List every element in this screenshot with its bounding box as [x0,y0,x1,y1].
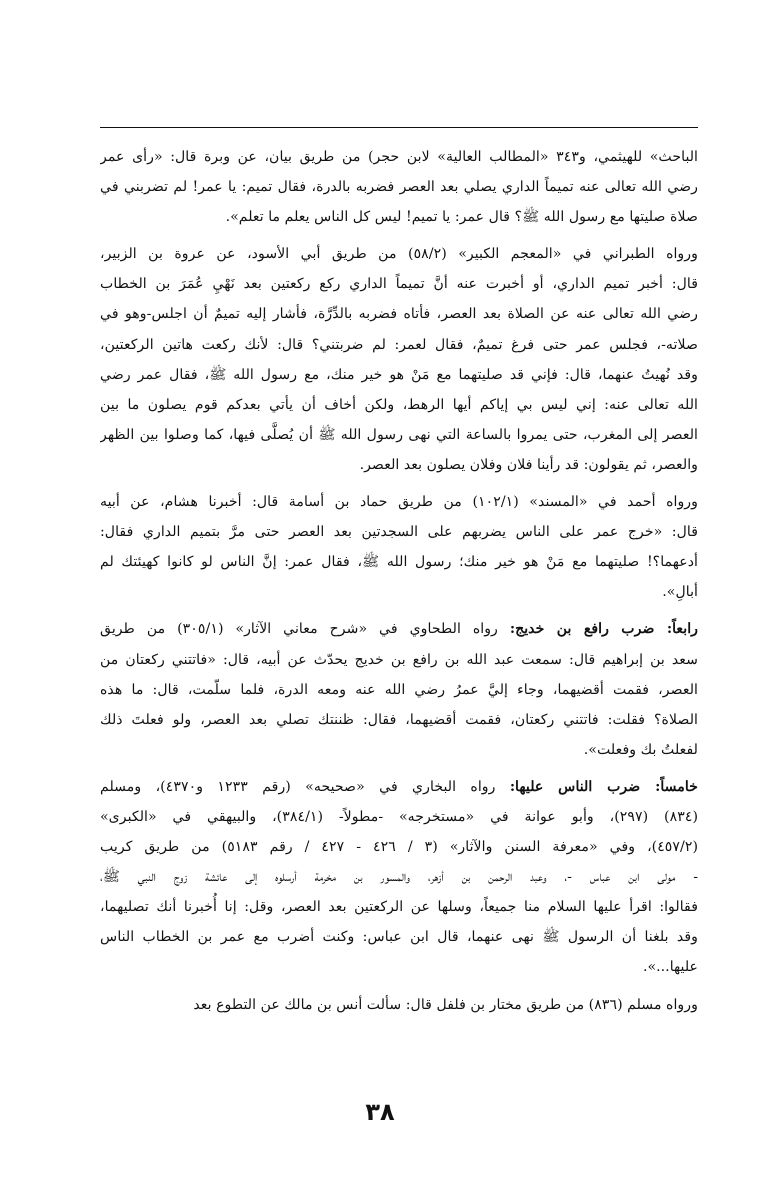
text-line [100,705,698,735]
line-text: والعصر، ثم يقولون: قد رأينا فلان وفلان يصلون بعد العصر. [359,456,698,473]
line-text: صلاته-، فجلس عمر حتى فرغ تميمٌ، فقال لعمر: لم ضربتني؟ قال: لأنك ركعت هاتين الركعتين، [100,336,698,353]
text-line [100,330,698,360]
footnote-text-block [100,142,698,1027]
line-text: ورواه أحمد في «المسند» (١٠٢/١) من طريق حماد بن أسامة قال: أخبرنا هشام، عن أبيه [100,494,698,511]
line-text: سعد بن إبراهيم قال: سمعت عبد الله بن رافع بن خديج يحدّث عن أبيه، قال: «فاتتني ركعتان من [100,651,698,668]
page-number: ٣٨ [365,1098,395,1126]
line-text: - مولى ابن عباس -، وعبد الرحمن بن أزهر، والمسور بن مخرمة أرسلوه إلى عائشة زوج النبي ﷺ، [100,869,698,886]
text-line [100,922,698,952]
line-text: لفعلتُ بك وفعلت». [583,741,698,758]
line-text: رواه الطحاوي في «شرح معاني الآثار» (٣٠٥/١) من طريق [100,621,510,638]
line-text: وقد نُهيتُ عنهما، قال: فإني قد صليتهما مع مَنْ هو خير منك، مع رسول الله ﷺ، فقال عمر رضي [100,366,698,383]
text-line [100,577,698,607]
section-heading: خامساً: ضرب الناس عليها: [509,778,698,795]
text-line [100,645,698,675]
line-text: أدعهما؟! صليتهما مع مَنْ هو خير منك؛ رسول الله ﷺ، فقال عمر: إنَّ الناس لو كانوا كهيئتك لم [100,554,698,571]
line-text: الباحث» للهيثمي، و٣٤٣ «المطالب العالية» لابن حجر) من طريق بيان، عن وبرة قال: «رأى عمر [100,149,698,165]
line-text: رواه البخاري في «صحيحه» (رقم ١٢٣٣ و٤٣٧٠)، ومسلم [100,778,510,795]
line-text: قال: أخبر تميم الداري، أو أخبرت عنه أنَّ تميماً الداري ركع ركعتين بعد نَهْيِ عُمَرَ بن الخطاب [100,276,698,293]
text-line [100,832,698,862]
text-line [100,450,698,480]
line-text: (٤٥٧/٢)، وفي «معرفة السنن والآثار» (٣ / ٤٢٦ - ٤٢٧ / رقم ٥١٨٣) من طريق كريب [100,839,698,856]
line-text: العصر، فقمت أقضيهما، وجاء إليَّ عمرُ رضي الله عنه ومعه الدرة، فلما سلّمت، قال: ما هذه [100,681,698,698]
text-line [100,952,698,982]
text-line [100,675,698,705]
line-text: أبالِ». [662,584,698,601]
text-line [100,390,698,420]
line-text: قال: «خرج عمر على الناس يضربهم على السجدتين بعد العصر حتى مرَّ بتميم الداري فقال: [100,524,698,541]
text-line [100,420,698,450]
line-text: ورواه الطبراني في «المعجم الكبير» (٥٨/٢) من طريق أبي الأسود، عن عروة بن الزبير، [100,246,698,263]
text-line [100,517,698,547]
text-line [100,862,698,892]
text-line [100,802,698,832]
line-text: فقالوا: اقرأ عليها السلام منا جميعاً، وسلها عن الركعتين بعد العصر، وقل: إنا أُخبرنا أنك تصليهما، [100,899,698,916]
section-heading: رابعاً: ضرب رافع بن خديج: [509,621,698,638]
text-line [100,547,698,577]
text-line [100,487,698,517]
line-text: الله تعالى عنه: إني ليس بي إياكم أيها الرهط، ولكن أخاف أن يأتي بعدكم قوم يصلون ما بين [100,396,698,413]
text-line [100,299,698,329]
text-line [100,269,698,299]
text-line [100,172,698,202]
paragraph [100,142,698,232]
paragraph [100,614,698,764]
paragraph [100,990,698,1020]
text-line [100,892,698,922]
line-text: الصلاة؟ فقلت: فاتتني ركعتان، فقمت أقضيهما، فقال: ظننتك تصلي بعد العصر، ولو فعلتَ ذلك [100,711,698,728]
text-line [100,202,698,232]
text-line [100,360,698,390]
line-text: صلاة صليتها مع رسول الله ﷺ؟ قال عمر: يا تميم! ليس كل الناس يعلم ما تعلم». [225,209,698,226]
text-line [100,772,698,802]
line-text: رضي الله تعالى عنه تميماً الداري يصلي بعد العصر فضربه بالدرة، فقال تميم: يا عمر! لم تضربني في [100,179,698,196]
paragraph [100,239,698,480]
footnote-separator-rule [100,127,698,128]
line-text: وقد بلغنا أن الرسول ﷺ نهى عنهما، قال ابن عباس: وكنت أضرب مع عمر بن الخطاب الناس [100,929,698,946]
line-text: عليها...». [642,959,698,976]
text-line [100,990,698,1020]
text-line [100,614,698,644]
paragraph [100,772,698,983]
paragraph [100,487,698,607]
text-line [100,735,698,765]
line-text: العصر إلى المغرب، حتى يمروا بالساعة التي نهى رسول الله ﷺ أن يُصلَّى فيها، كما وصلوا بين الظهر [100,426,698,443]
line-text: ورواه مسلم (٨٣٦) من طريق مختار بن فلفل قال: سألت أنس بن مالك عن التطوع بعد [193,996,698,1013]
line-text: رضي الله تعالى عنه عن الصلاة بعد العصر، فأتاه فضربه بالدِّرَّة، فأشار إليه تميمٌ أن اجلس-وهو في [100,306,698,323]
text-line [100,239,698,269]
line-text: (٨٣٤) (٢٩٧)، وأبو عوانة في «مستخرجه» -مطولاً- (٣٨٤/١)، والبيهقي في «الكبرى» [100,808,698,825]
text-line [100,142,698,172]
